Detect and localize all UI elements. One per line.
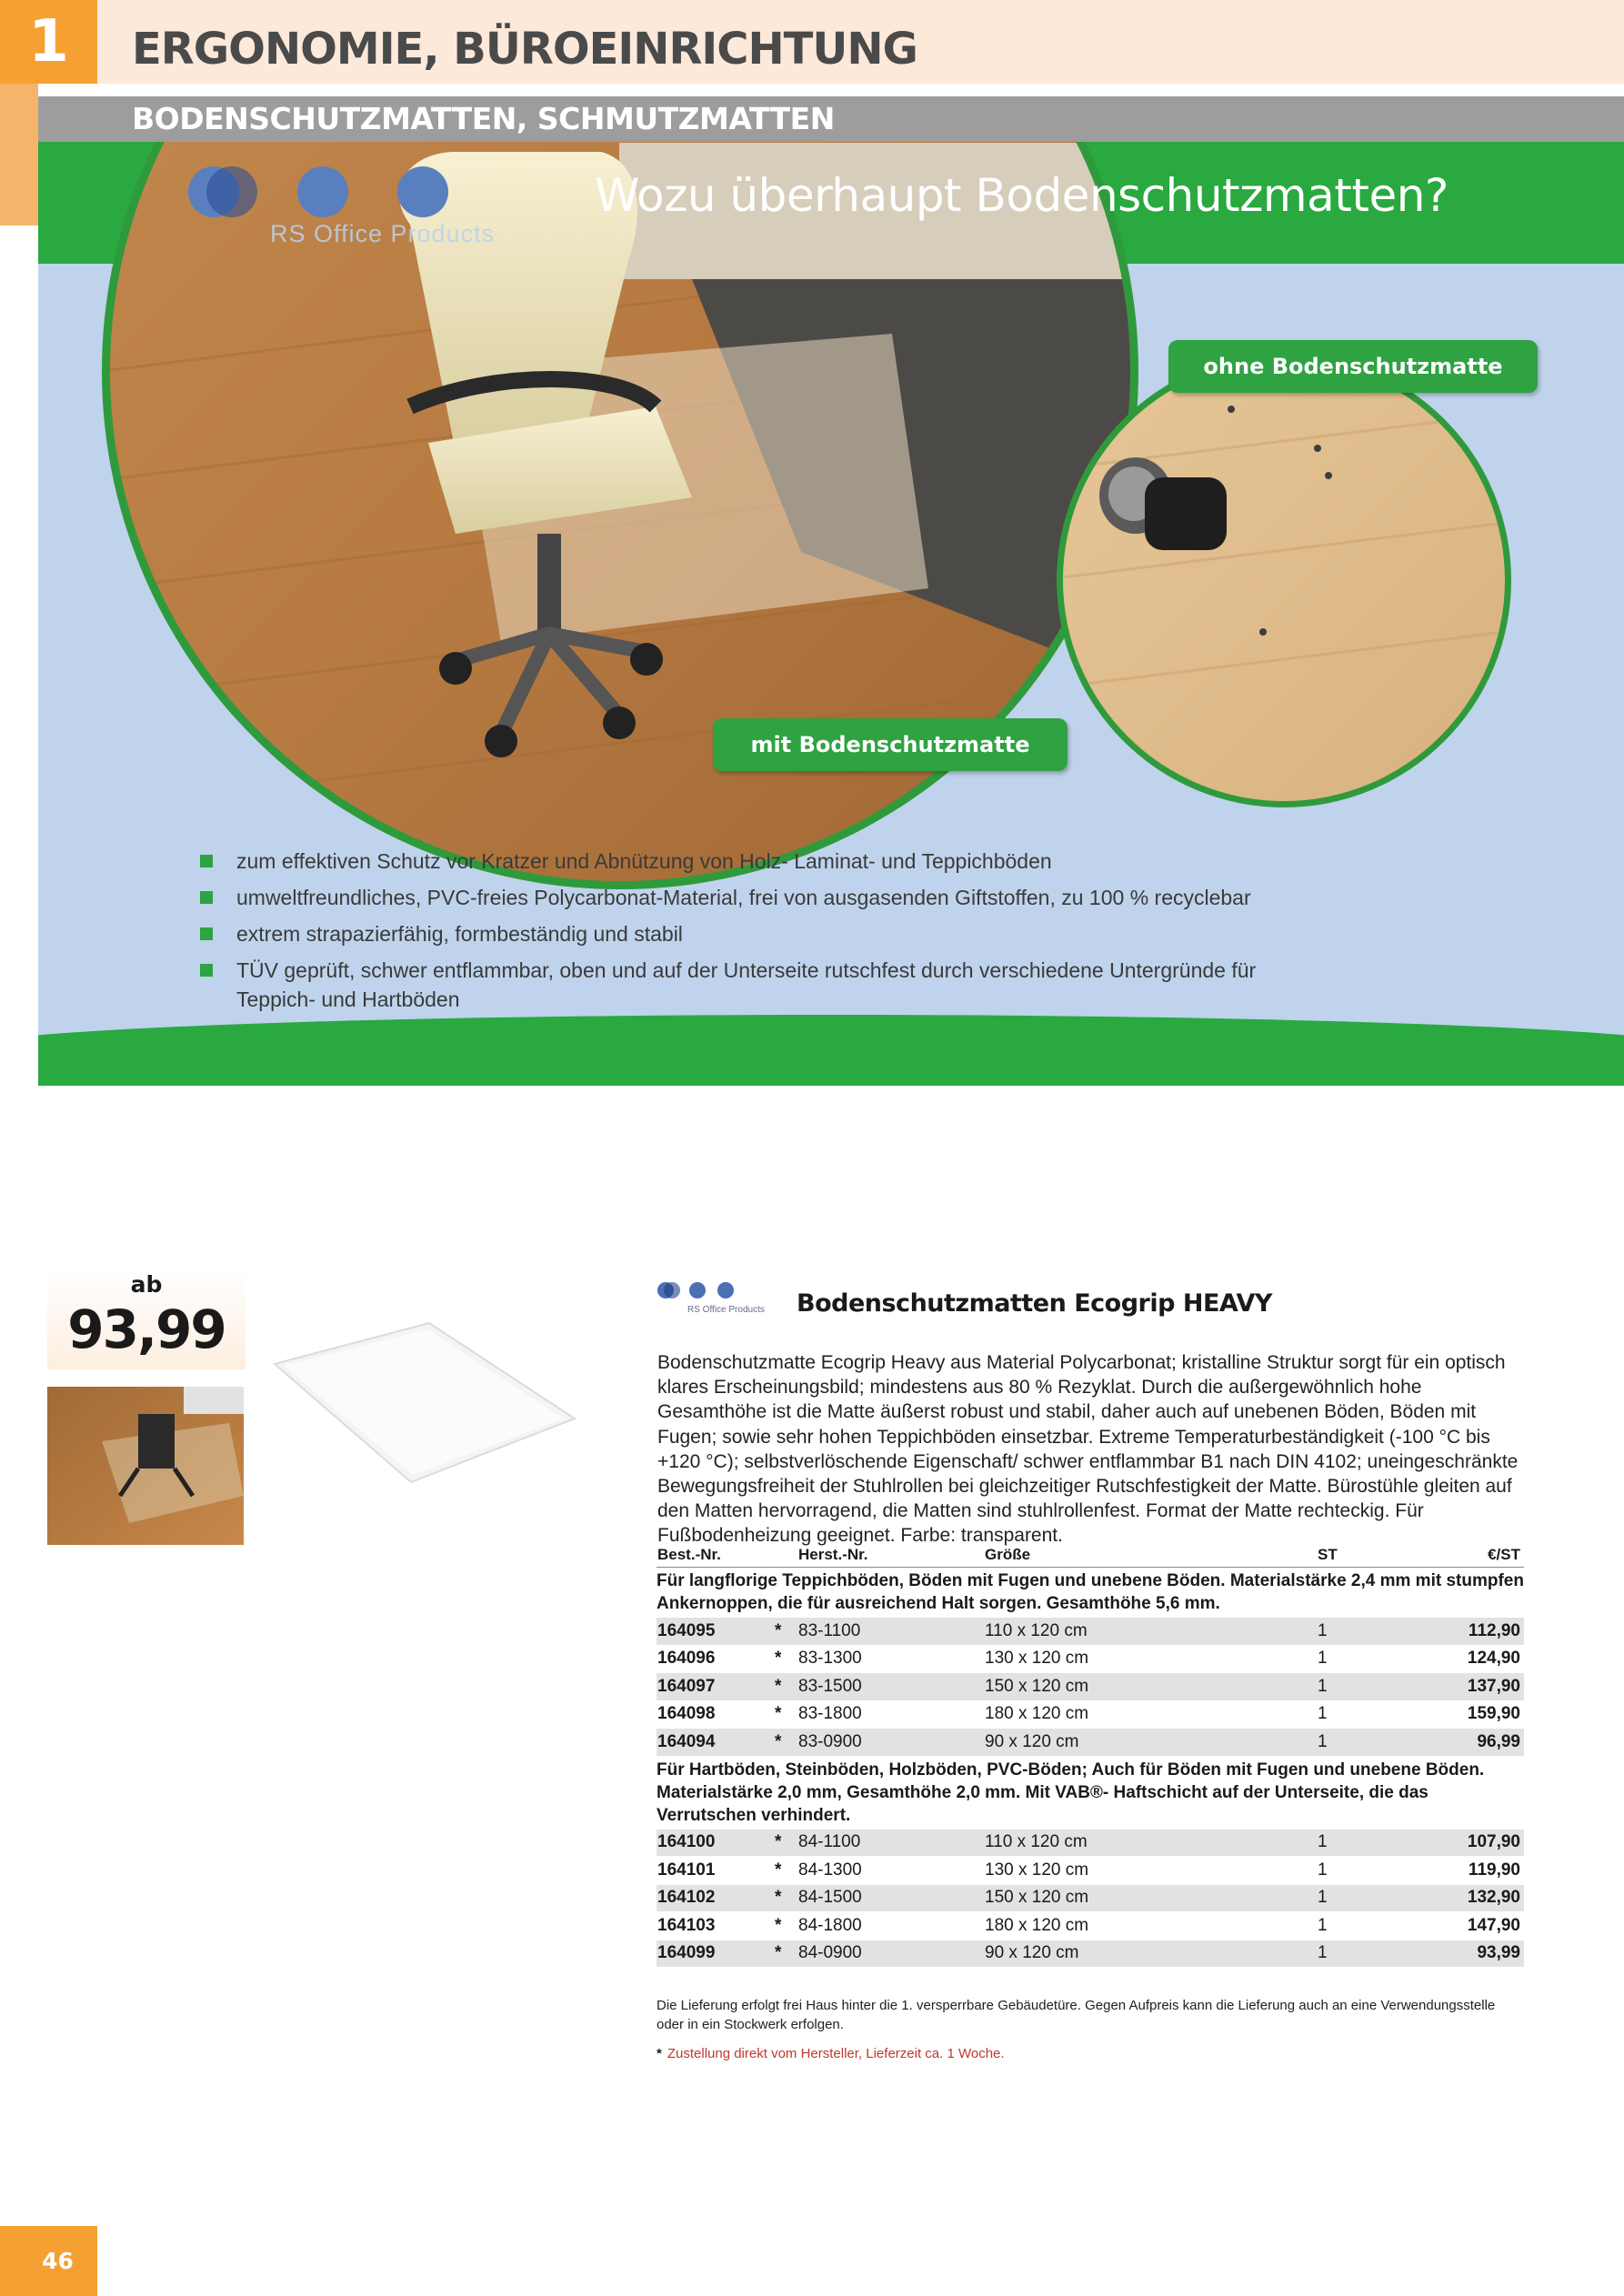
- product-description: Bodenschutzmatte Ecogrip Heavy aus Material Polycarbonat; kristalline Struktur sorgt für ein optisch klares Erscheinungsbild; mindestens aus 80 % Rezyklat. Durch die außergewöhnlich hohe Gesamthöhe ist die Matte äußerst robust und stabil, daher auch auf unebenen Böden, Böden mit Fugen; sowie sehr hohen Teppichböden einsetzbar. Extreme Temperaturbeständigkeit (-100 °C bis +120 °C); selbstverlöschende Eigenschaft/ schwer entflammbar B1 nach DIN 4102; uneingeschränkte Bewegungsfreiheit der Stuhlrollen bei gleichzeitiger Rutschfestigkeit der Matte. Bürostühle gleiten auf den Matten hervorragend, die Matten sind stuhlrollenfest. Format der Matte rechteckig. Für Fußbodenheizung geeignet. Farbe: transparent.: [657, 1352, 1519, 1547]
- best-nr: 164101: [657, 1860, 716, 1880]
- header-best-nr: Best.-Nr.: [657, 1546, 721, 1563]
- best-nr: 164103: [657, 1915, 716, 1935]
- best-nr: 164096: [657, 1649, 716, 1669]
- group-description: Für Hartböden, Steinböden, Holzböden, PVC-Böden; Auch für Böden mit Fugen und unebene Böden. Materialstärke 2,0 mm, Gesamthöhe 2,0 mm. Mit VAB®- Haftschicht auf der Unterseite, die das Verrutschen verhindert.: [657, 1760, 1485, 1825]
- chapter-tab-strip: [0, 84, 38, 226]
- table-row: [657, 1940, 1524, 1969]
- table-row: [657, 1885, 1524, 1913]
- herst-nr: 84-0900: [798, 1943, 862, 1963]
- star-marker: *: [775, 1860, 782, 1880]
- price: 96,99: [1477, 1731, 1520, 1751]
- quantity: 1: [1318, 1860, 1328, 1880]
- benefit-item: TÜV geprüft, schwer entflammbar, oben und auf der Unterseite rutschfest durch verschiedene Untergründe für Teppich- und Hartböden: [200, 956, 1337, 1014]
- price: 159,90: [1467, 1704, 1520, 1724]
- size: 90 x 120 cm: [985, 1731, 1079, 1751]
- quantity: 1: [1318, 1731, 1328, 1751]
- star-marker: *: [775, 1704, 782, 1724]
- delivery-note: Die Lieferung erfolgt frei Haus hinter die 1. versperrbare Gebäudetüre. Gegen Aufpreis kann die Lieferung auch an eine Verwendungsstelle oder in ein Stockwerk erfolgen.: [657, 1998, 1496, 2032]
- herst-nr: 84-1100: [798, 1832, 861, 1852]
- star-marker: *: [775, 1888, 782, 1908]
- quantity: 1: [1318, 1943, 1328, 1963]
- star-marker: *: [775, 1915, 782, 1935]
- header-price: €/ST: [1488, 1546, 1520, 1563]
- table-row: [657, 1912, 1524, 1940]
- quantity: 1: [1318, 1888, 1328, 1908]
- best-nr: 164100: [657, 1832, 716, 1852]
- product-title: Bodenschutzmatten Ecogrip HEAVY: [797, 1289, 1272, 1318]
- footnote-text: Zustellung direkt vom Hersteller, Lieferzeit ca. 1 Woche.: [667, 2046, 1005, 2061]
- price: 107,90: [1467, 1832, 1520, 1852]
- benefit-item: extrem strapazierfähig, formbeständig und stabil: [200, 919, 1337, 948]
- best-nr: 164094: [657, 1731, 716, 1751]
- star-marker: *: [775, 1731, 782, 1751]
- size: 130 x 120 cm: [985, 1649, 1089, 1669]
- price: 112,90: [1468, 1620, 1520, 1640]
- benefit-list: [200, 847, 1337, 1021]
- section-title: BODENSCHUTZMATTEN, SCHMUTZMATTEN: [132, 101, 835, 136]
- size: 90 x 120 cm: [985, 1943, 1079, 1963]
- benefit-item: umweltfreundliches, PVC-freies Polycarbonat-Material, frei von ausgasenden Giftstoffen, zu 100 % recyclebar: [200, 883, 1337, 912]
- rs-logo-text: RS Office Products: [270, 220, 496, 247]
- herst-nr: 84-1500: [798, 1888, 862, 1908]
- table-header: [657, 1543, 1524, 1568]
- chapter-number: 1: [28, 8, 69, 75]
- header-herst-nr: Herst.-Nr.: [798, 1546, 868, 1563]
- star-marker: *: [775, 1649, 782, 1669]
- price: 132,90: [1467, 1888, 1520, 1908]
- benefit-item: zum effektiven Schutz vor Kratzer und Abnützung von Holz- Laminat- und Teppichböden: [200, 847, 1337, 876]
- article-table: [657, 1543, 1524, 1968]
- best-nr: 164098: [657, 1704, 716, 1724]
- rs-logo-dots: [182, 160, 473, 224]
- floor-scratch-photo: [1063, 359, 1505, 801]
- star-marker: *: [775, 1943, 782, 1963]
- herst-nr: 83-1500: [798, 1676, 862, 1696]
- size: 130 x 120 cm: [985, 1860, 1089, 1880]
- herst-nr: 84-1300: [798, 1860, 862, 1880]
- table-row: [657, 1701, 1524, 1730]
- size: 110 x 120 cm: [985, 1832, 1088, 1852]
- star-marker: *: [775, 1676, 782, 1696]
- price-prefix: ab: [130, 1271, 163, 1298]
- quantity: 1: [1318, 1832, 1328, 1852]
- price: 119,90: [1468, 1860, 1520, 1880]
- quantity: 1: [1318, 1620, 1328, 1640]
- size: 110 x 120 cm: [985, 1620, 1088, 1640]
- table-row: [657, 1830, 1524, 1858]
- page-number: 46: [42, 2248, 74, 2274]
- banner-bottom-wave: [38, 1015, 1624, 1086]
- herst-nr: 83-0900: [798, 1731, 862, 1751]
- header-quantity: ST: [1318, 1546, 1338, 1563]
- table-row: [657, 1857, 1524, 1885]
- size: 150 x 120 cm: [985, 1888, 1089, 1908]
- herst-nr: 84-1800: [798, 1915, 862, 1935]
- table-row: [657, 1646, 1524, 1674]
- product-mat-image: [266, 1309, 584, 1491]
- price: 137,90: [1467, 1676, 1520, 1696]
- star-marker: *: [775, 1832, 782, 1852]
- photo-circle-without-mat: [1057, 353, 1511, 807]
- chapter-title: ERGONOMIE, BÜROEINRICHTUNG: [132, 24, 917, 75]
- quantity: 1: [1318, 1704, 1328, 1724]
- price-value: 93,99: [67, 1298, 226, 1360]
- table-row: [657, 1673, 1524, 1701]
- size: 150 x 120 cm: [985, 1676, 1089, 1696]
- badge-without-mat: ohne Bodenschutzmatte: [1168, 340, 1538, 393]
- footnote-marker: *: [657, 2046, 662, 2061]
- photo-circle-with-mat: [102, 142, 1138, 889]
- best-nr: 164099: [657, 1943, 716, 1963]
- size: 180 x 120 cm: [985, 1915, 1089, 1935]
- info-banner: [38, 142, 1624, 1086]
- herst-nr: 83-1800: [798, 1704, 862, 1724]
- price: 147,90: [1467, 1915, 1520, 1935]
- group-description: Für langflorige Teppichböden, Böden mit Fugen und unebene Böden. Materialstärke 2,4 mm mit stumpfen Ankernoppen, die für ausreichend Halt sorgen. Gesamthöhe 5,6 mm.: [657, 1571, 1524, 1613]
- size: 180 x 120 cm: [985, 1704, 1089, 1724]
- table-row: [657, 1729, 1524, 1757]
- badge-with-mat: mit Bodenschutzmatte: [713, 718, 1068, 771]
- best-nr: 164102: [657, 1888, 716, 1908]
- star-marker: *: [775, 1620, 782, 1640]
- herst-nr: 83-1100: [798, 1620, 861, 1640]
- footnote: [657, 2046, 1005, 2061]
- price-box: [47, 1271, 246, 1369]
- herst-nr: 83-1300: [798, 1649, 862, 1669]
- rs-product-logo-text: RS Office Products: [687, 1305, 765, 1315]
- table-row: [657, 1618, 1524, 1646]
- header-size: Größe: [985, 1546, 1031, 1563]
- quantity: 1: [1318, 1915, 1328, 1935]
- best-nr: 164095: [657, 1620, 716, 1640]
- banner-headline: Wozu überhaupt Bodenschutzmatten?: [595, 169, 1449, 222]
- price: 124,90: [1467, 1649, 1520, 1669]
- price: 93,99: [1477, 1943, 1520, 1963]
- best-nr: 164097: [657, 1676, 716, 1696]
- quantity: 1: [1318, 1649, 1328, 1669]
- quantity: 1: [1318, 1676, 1328, 1696]
- product-room-photo: [47, 1387, 244, 1545]
